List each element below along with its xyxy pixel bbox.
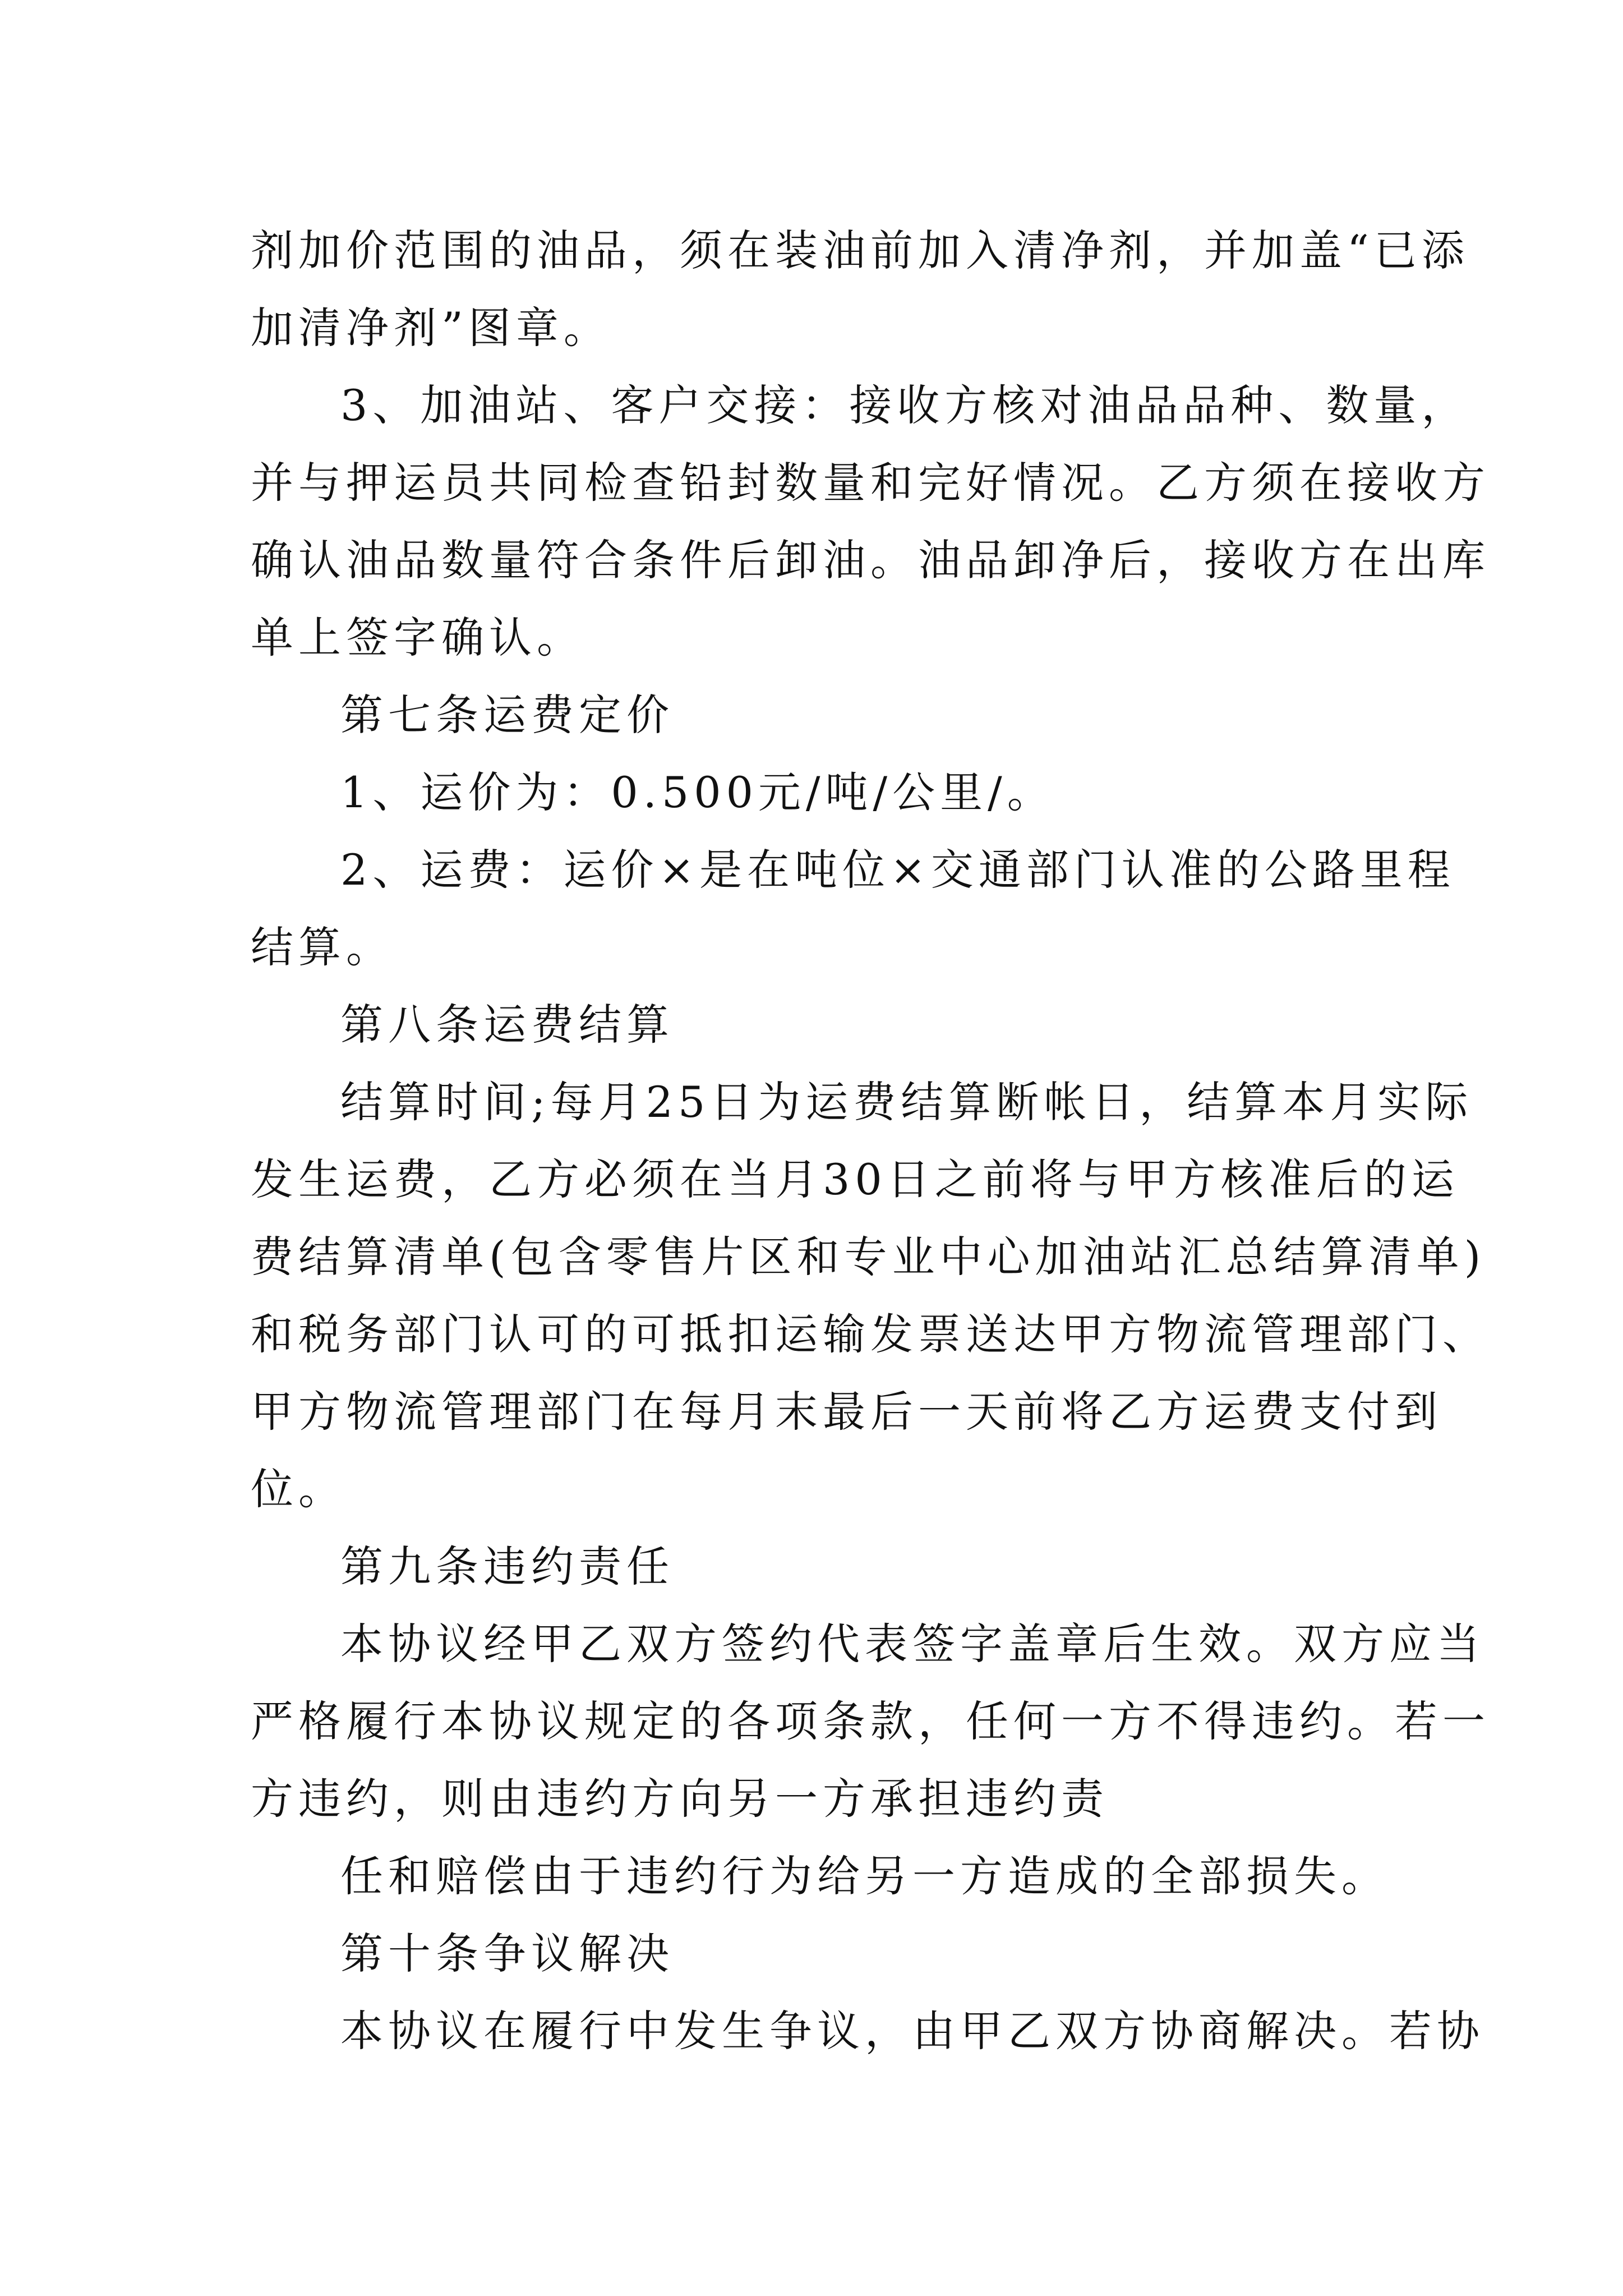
text-line: 甲方物流管理部门在每月末最后一天前将乙方运费支付到 — [251, 1387, 1442, 1437]
text-line: 2、运费：运价×是在吨位×交通部门认准的公路里程 — [340, 845, 1455, 895]
text-line: 结算。 — [251, 922, 394, 972]
text-line: 3、加油站、客户交接：接收方核对油品品种、数量， — [340, 380, 1469, 430]
text-line: 方违约，则由违约方向另一方承担违约责 — [251, 1774, 1109, 1824]
text-line: 本协议经甲乙双方签约代表签字盖章后生效。双方应当 — [340, 1619, 1484, 1669]
text-line: 任和赔偿由于违约行为给另一方造成的全部损失。 — [340, 1851, 1389, 1901]
text-line: 结算时间;每月25日为运费结算断帐日，结算本月实际 — [340, 1077, 1473, 1127]
text-line: 剂加价范围的油品，须在装油前加入清净剂，并加盖“已添 — [251, 226, 1469, 275]
text-line: 单上签字确认。 — [251, 613, 584, 662]
section-heading: 第八条运费结算 — [340, 1000, 674, 1050]
text-line: 和税务部门认可的可抵扣运输发票送达甲方物流管理部门、 — [251, 1309, 1490, 1359]
text-line: 确认油品数量符合条件后卸油。油品卸净后，接收方在出库 — [251, 535, 1490, 585]
section-heading: 第七条运费定价 — [340, 690, 674, 740]
text-line: 费结算清单(包含零售片区和专业中心加油站汇总结算清单) — [251, 1232, 1486, 1282]
text-line: 位。 — [251, 1464, 346, 1514]
section-heading: 第十条争议解决 — [340, 1929, 674, 1978]
text-line: 1、运价为：0.500元/吨/公里/。 — [340, 767, 1055, 817]
text-line: 本协议在履行中发生争议，由甲乙双方协商解决。若协 — [340, 2006, 1484, 2056]
text-line: 发生运费，乙方必须在当月30日之前将与甲方核准后的运 — [251, 1154, 1459, 1204]
text-line: 严格履行本协议规定的各项条款，任何一方不得违约。若一 — [251, 1696, 1490, 1746]
text-line: 并与押运员共同检查铅封数量和完好情况。乙方须在接收方 — [251, 458, 1490, 508]
section-heading: 第九条违约责任 — [340, 1542, 674, 1591]
document-body — [251, 212, 1490, 2070]
text-line: 加清净剂”图章。 — [251, 303, 611, 353]
